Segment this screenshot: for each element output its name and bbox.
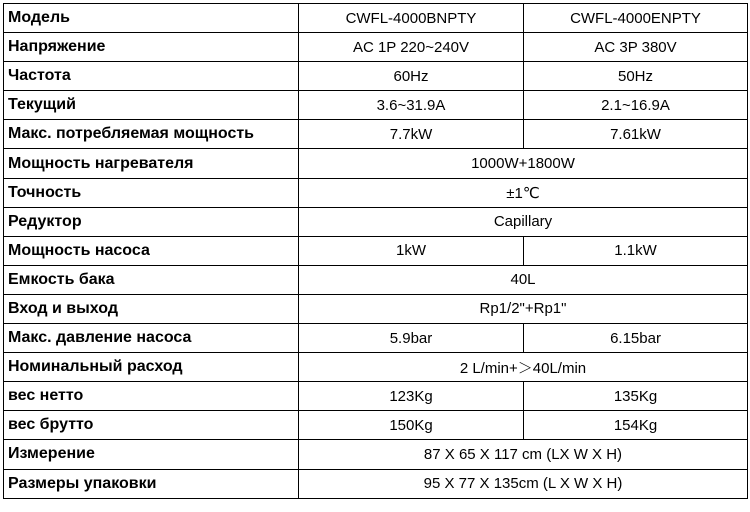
value-max-pump-pressure-enpty: 6.15bar (524, 324, 748, 353)
label-current: Текущий (4, 91, 299, 120)
value-pump-power-bnpty: 1kW (299, 236, 524, 265)
value-voltage-enpty: AC 3P 380V (524, 33, 748, 62)
value-frequency-bnpty: 60Hz (299, 62, 524, 91)
value-current-enpty: 2.1~16.9A (524, 91, 748, 120)
label-voltage: Напряжение (4, 33, 299, 62)
value-net-weight-bnpty: 123Kg (299, 382, 524, 411)
value-gross-weight-bnpty: 150Kg (299, 411, 524, 440)
value-max-pump-pressure-bnpty: 5.9bar (299, 324, 524, 353)
value-tank-capacity: 40L (299, 265, 748, 294)
row-inlet-outlet (4, 294, 748, 323)
spec-table (3, 3, 748, 499)
value-rated-flow: 2 L/min+＞40L/min (299, 353, 748, 382)
label-tank-capacity: Емкость бака (4, 265, 299, 294)
label-max-power: Макс. потребляемая мощность (4, 120, 299, 149)
value-precision: ±1℃ (299, 178, 748, 207)
value-model-enpty: CWFL-4000ENPTY (524, 4, 748, 33)
value-max-power-enpty: 7.61kW (524, 120, 748, 149)
value-frequency-enpty: 50Hz (524, 62, 748, 91)
label-net-weight: вес нетто (4, 382, 299, 411)
row-package-dimensions (4, 469, 748, 498)
row-frequency (4, 62, 748, 91)
row-voltage (4, 33, 748, 62)
value-voltage-bnpty: AC 1P 220~240V (299, 33, 524, 62)
label-dimensions: Измерение (4, 440, 299, 469)
row-dimensions (4, 440, 748, 469)
value-heater-power: 1000W+1800W (299, 149, 748, 178)
value-gross-weight-enpty: 154Kg (524, 411, 748, 440)
row-max-power (4, 120, 748, 149)
label-package-dimensions: Размеры упаковки (4, 469, 299, 498)
value-inlet-outlet: Rp1/2"+Rp1" (299, 294, 748, 323)
value-model-bnpty: CWFL-4000BNPTY (299, 4, 524, 33)
value-current-bnpty: 3.6~31.9A (299, 91, 524, 120)
row-heater-power (4, 149, 748, 178)
row-rated-flow (4, 353, 748, 382)
row-current (4, 91, 748, 120)
label-precision: Точность (4, 178, 299, 207)
row-gross-weight (4, 411, 748, 440)
row-pump-power (4, 236, 748, 265)
label-heater-power: Мощность нагревателя (4, 149, 299, 178)
label-frequency: Частота (4, 62, 299, 91)
value-pump-power-enpty: 1.1kW (524, 236, 748, 265)
value-net-weight-enpty: 135Kg (524, 382, 748, 411)
row-precision (4, 178, 748, 207)
row-max-pump-pressure (4, 324, 748, 353)
label-gross-weight: вес брутто (4, 411, 299, 440)
label-model: Модель (4, 4, 299, 33)
label-inlet-outlet: Вход и выход (4, 294, 299, 323)
row-tank-capacity (4, 265, 748, 294)
label-max-pump-pressure: Макс. давление насоса (4, 324, 299, 353)
label-rated-flow: Номинальный расход (4, 353, 299, 382)
row-model (4, 4, 748, 33)
label-pump-power: Мощность насоса (4, 236, 299, 265)
value-reducer: Capillary (299, 207, 748, 236)
label-reducer: Редуктор (4, 207, 299, 236)
value-package-dimensions: 95 X 77 X 135cm (L X W X H) (299, 469, 748, 498)
row-net-weight (4, 382, 748, 411)
row-reducer (4, 207, 748, 236)
value-dimensions: 87 X 65 X 117 cm (LX W X H) (299, 440, 748, 469)
value-max-power-bnpty: 7.7kW (299, 120, 524, 149)
